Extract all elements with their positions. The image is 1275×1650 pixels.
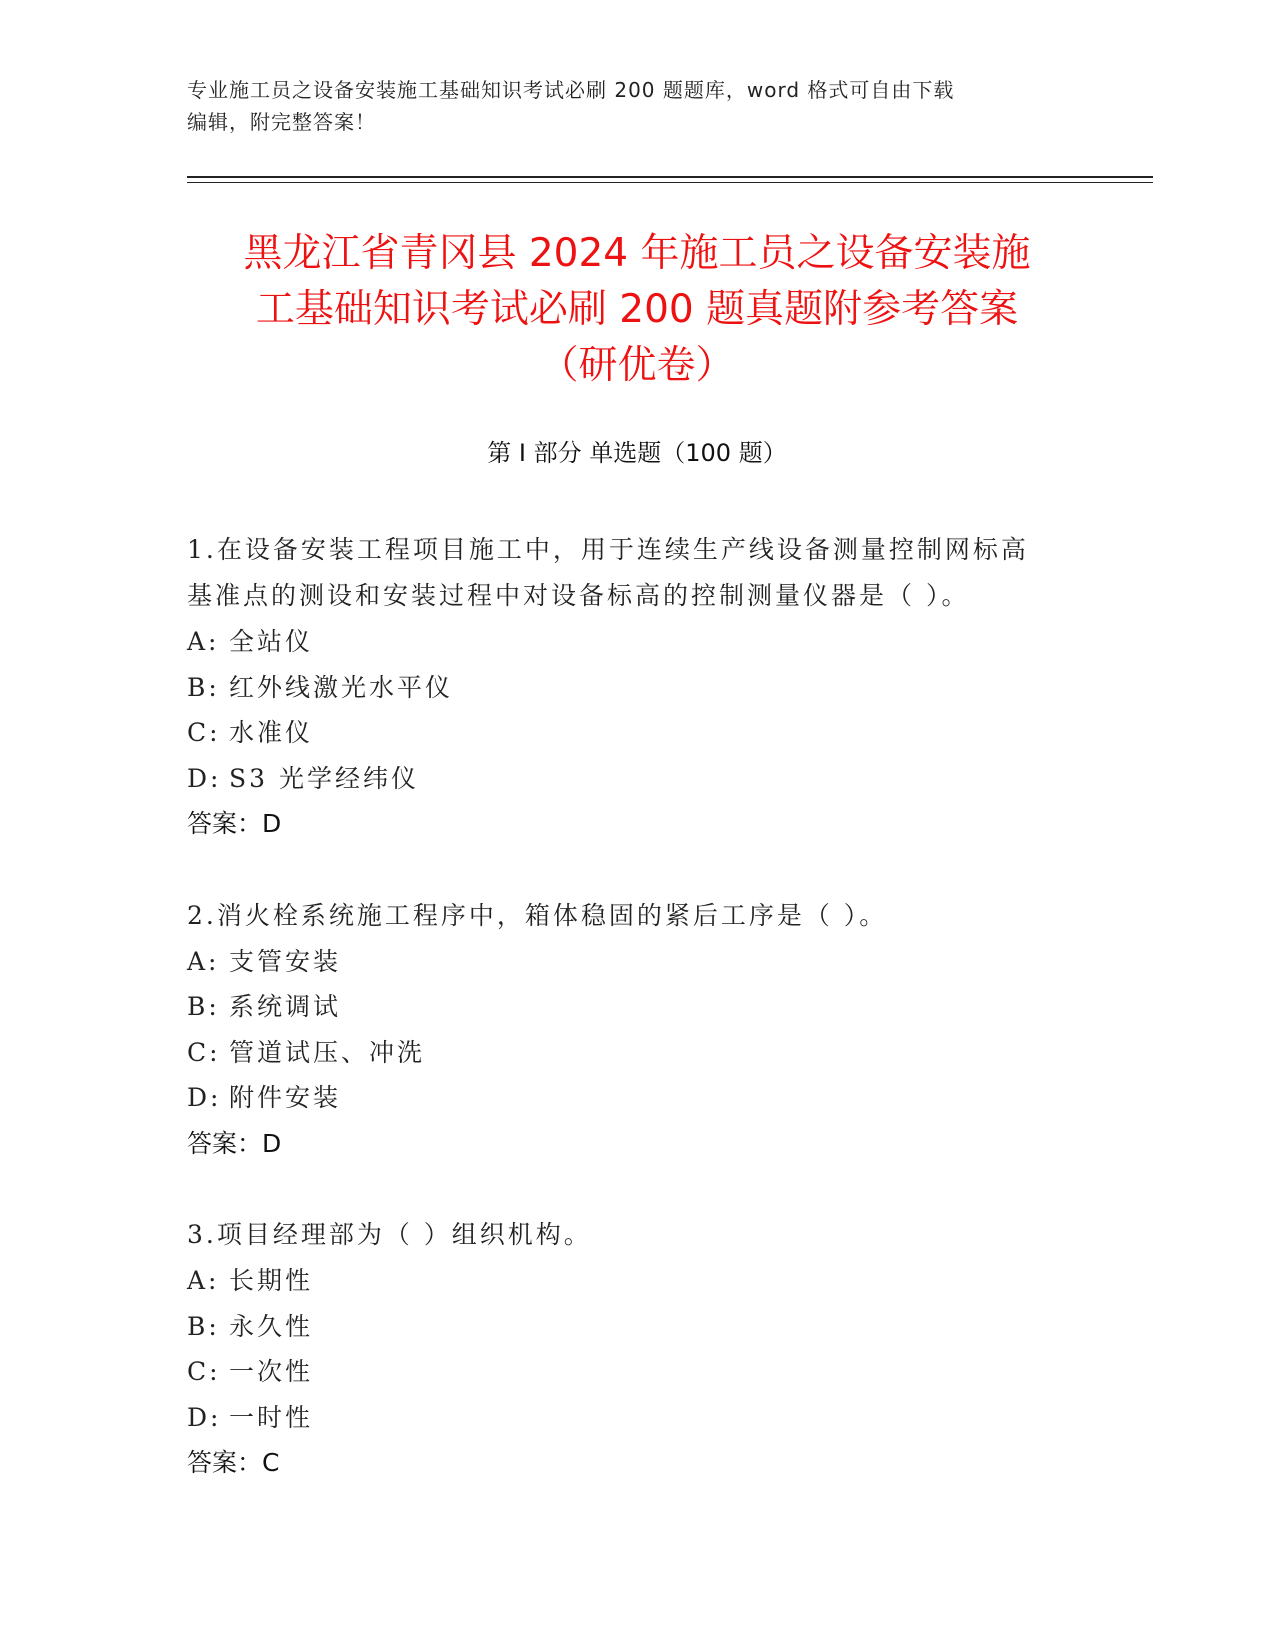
question-list (187, 527, 1087, 1532)
option-c (187, 710, 1087, 756)
answer-line: 答案：D (187, 1128, 282, 1158)
option-c (187, 1349, 1087, 1395)
answer-line: 答案：C (187, 1448, 280, 1477)
option-c (187, 1030, 1087, 1076)
option-letter: B: (187, 672, 220, 702)
question-stem-line: 1.在设备安装工程项目施工中，用于连续生产线设备测量控制网标高 (187, 535, 1029, 564)
option-a (187, 1258, 1087, 1304)
option-letter: B: (187, 992, 220, 1021)
question-3 (187, 1212, 1087, 1486)
option-letter: B: (187, 1311, 220, 1341)
option-letter: A: (187, 946, 220, 976)
option-text: 水准仪 (229, 718, 314, 747)
header-text-line-2: 编辑，附完整答案！ (187, 110, 376, 134)
option-letter: A: (187, 1266, 220, 1295)
question-stem-line: 基准点的测设和安装过程中对设备标高的控制测量仪器是（ ）。 (187, 581, 970, 610)
option-b (187, 665, 1087, 711)
document-title-line-2: 工基础知识考试必刷 200 题真题附参考答案 (255, 287, 1019, 332)
header-text-line-1: 专业施工员之设备安装施工基础知识考试必刷 200 题题库，word 格式可自由下载 (187, 78, 955, 102)
option-text: 系统调试 (229, 992, 342, 1021)
option-text: 全站仪 (229, 627, 314, 656)
option-letter: C: (187, 718, 221, 747)
option-text: 管道试压、冲洗 (229, 1037, 426, 1067)
option-text: 一次性 (229, 1357, 314, 1386)
option-letter: C: (187, 1037, 221, 1067)
document-title (187, 226, 1087, 394)
option-letter: D: (187, 763, 222, 793)
option-text: 支管安装 (229, 946, 342, 976)
option-b (187, 984, 1087, 1030)
option-b (187, 1304, 1087, 1350)
page-header (187, 74, 1067, 138)
question-stem-line: 2.消火栓系统施工程序中，箱体稳固的紧后工序是（ ）。 (187, 900, 888, 930)
section-title: 第 I 部分 单选题（100 题） (487, 439, 787, 467)
option-letter: A: (187, 627, 220, 656)
option-d (187, 1075, 1087, 1121)
option-letter: D: (187, 1083, 222, 1112)
option-text: 永久性 (229, 1311, 314, 1341)
document-title-line-3: （研优卷） (539, 343, 735, 388)
option-text: 附件安装 (229, 1083, 342, 1112)
option-d (187, 1395, 1087, 1441)
option-text: 一时性 (229, 1402, 314, 1432)
option-a (187, 939, 1087, 985)
option-text: 红外线激光水平仪 (229, 672, 454, 702)
document-title-line-1: 黑龙江省青冈县 2024 年施工员之设备安装施 (243, 231, 1031, 276)
option-a (187, 619, 1087, 665)
option-text: 长期性 (229, 1266, 314, 1295)
header-divider-thick (187, 176, 1153, 178)
answer-line: 答案：D (187, 809, 282, 838)
option-letter: D: (187, 1402, 222, 1432)
option-letter: C: (187, 1357, 221, 1386)
option-d (187, 756, 1087, 802)
header-divider-thin (187, 182, 1153, 183)
question-2 (187, 893, 1087, 1167)
question-stem-line: 3.项目经理部为（ ）组织机构。 (187, 1220, 592, 1249)
option-text: S3 光学经纬仪 (229, 763, 419, 793)
question-1 (187, 527, 1087, 847)
